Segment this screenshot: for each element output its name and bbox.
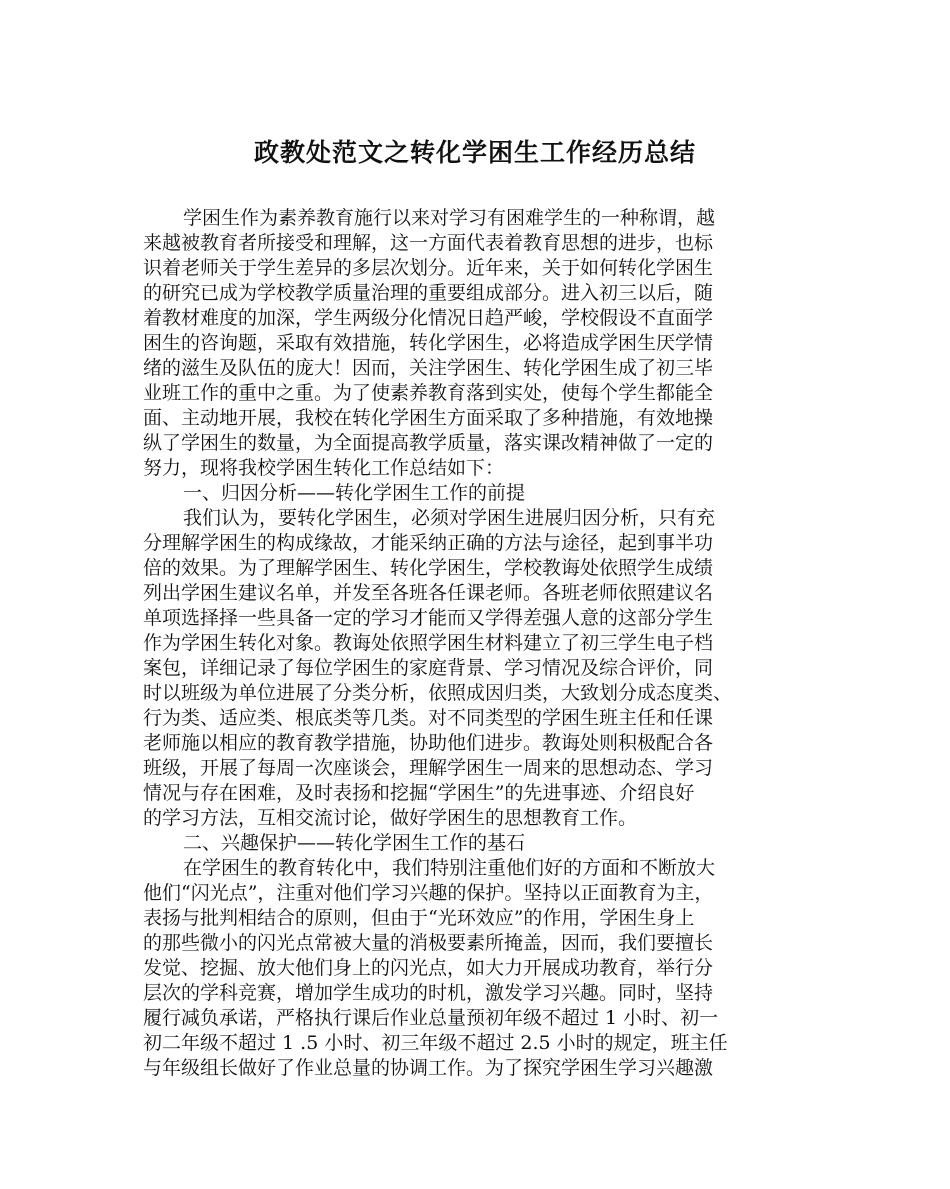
text-line: 一、归因分析——转化学困生工作的前提 — [183, 482, 526, 504]
text-line: 识着老师关于学生差异的多层次划分。近年来，关于如何转化学困生 — [143, 257, 714, 279]
text-line: 单项选择择一些具备一定的学习才能而又学得差强人意的这部分学生 — [143, 607, 714, 629]
text-line: 列出学困生建议名单，并发至各班各任课老师。各班老师依照建议名 — [143, 582, 714, 604]
text-line: 表扬与批判相结合的原则，但由于“光环效应”的作用，学困生身上 — [143, 907, 695, 929]
text-line: 分理解学困生的构成缘故，才能采纳正确的方法与途径，起到事半功 — [143, 532, 714, 554]
text-line: 来越被教育者所接受和理解，这一方面代表着教育思想的进步，也标 — [143, 232, 714, 254]
text-line: 面、主动地开展，我校在转化学困生方面采取了多种措施，有效地操 — [143, 407, 714, 429]
text-line: 层次的学科竞赛，增加学生成功的时机，激发学习兴趣。同时，坚持 — [143, 982, 714, 1004]
text-line: 着教材难度的加深，学生两级分化情况日趋严峻，学校假设不直面学 — [143, 307, 714, 329]
text-line: 学困生作为素养教育施行以来对学习有困难学生的一种称谓，越 — [183, 207, 716, 229]
text-line: 与年级组长做好了作业总量的协调工作。为了探究学困生学习兴趣激 — [143, 1057, 714, 1079]
document-body — [143, 206, 823, 1081]
text-line: 倍的效果。为了理解学困生、转化学困生，学校教诲处依照学生成绩 — [143, 557, 714, 579]
text-line: 困生的咨询题，采取有效措施，转化学困生，必将造成学困生厌学情 — [143, 332, 714, 354]
text-line: 业班工作的重中之重。为了使素养教育落到实处，使每个学生都能全 — [143, 382, 714, 404]
text-line: 的那些微小的闪光点常被大量的消极要素所掩盖，因而，我们要擅长 — [143, 932, 714, 954]
text-line: 老师施以相应的教育教学措施，协助他们进步。教诲处则积极配合各 — [143, 732, 714, 754]
text-line: 班级，开展了每周一次座谈会，理解学困生一周来的思想动态、学习 — [143, 757, 714, 779]
text-line: 纵了学困生的数量，为全面提高教学质量，落实课改精神做了一定的 — [143, 432, 714, 454]
text-line: 二、兴趣保护——转化学困生工作的基石 — [183, 832, 526, 854]
text-line: 发觉、挖掘、放大他们身上的闪光点，如大力开展成功教育，举行分 — [143, 957, 714, 979]
text-line: 作为学困生转化对象。教诲处依照学困生材料建立了初三学生电子档 — [143, 632, 714, 654]
text-line: 初二年级不超过 1 .5 小时、初三年级不超过 2.5 小时的规定，班主任 — [143, 1032, 728, 1054]
text-line: 在学困生的教育转化中，我们特别注重他们好的方面和不断放大 — [183, 857, 716, 879]
text-line: 绪的滋生及队伍的庞大！因而，关注学困生、转化学困生成了初三毕 — [143, 357, 714, 379]
text-line: 时以班级为单位进展了分类分析，依照成因归类，大致划分成态度类、 — [143, 682, 733, 704]
text-line: 的学习方法，互相交流讨论，做好学困生的思想教育工作。 — [143, 807, 638, 829]
text-line: 履行减负承诺，严格执行课后作业总量预初年级不超过 1 小时、初一 — [143, 1007, 719, 1029]
text-line: 他们“闪光点”，注重对他们学习兴趣的保护。坚持以正面教育为主， — [143, 882, 714, 904]
text-line: 努力，现将我校学困生转化工作总结如下： — [143, 457, 505, 479]
text-line: 的研究已成为学校教学质量治理的重要组成部分。进入初三以后，随 — [143, 282, 714, 304]
text-line: 案包，详细记录了每位学困生的家庭背景、学习情况及综合评价，同 — [143, 657, 714, 679]
document-title: 政教处范文之转化学困生工作经历总结 — [253, 138, 696, 167]
text-line: 我们认为，要转化学困生，必须对学困生进展归因分析，只有充 — [183, 507, 716, 529]
text-line: 行为类、适应类、根底类等几类。对不同类型的学困生班主任和任课 — [143, 707, 714, 729]
text-line: 情况与存在困难，及时表扬和挖掘“学困生”的先进事迹、介绍良好 — [143, 782, 695, 804]
